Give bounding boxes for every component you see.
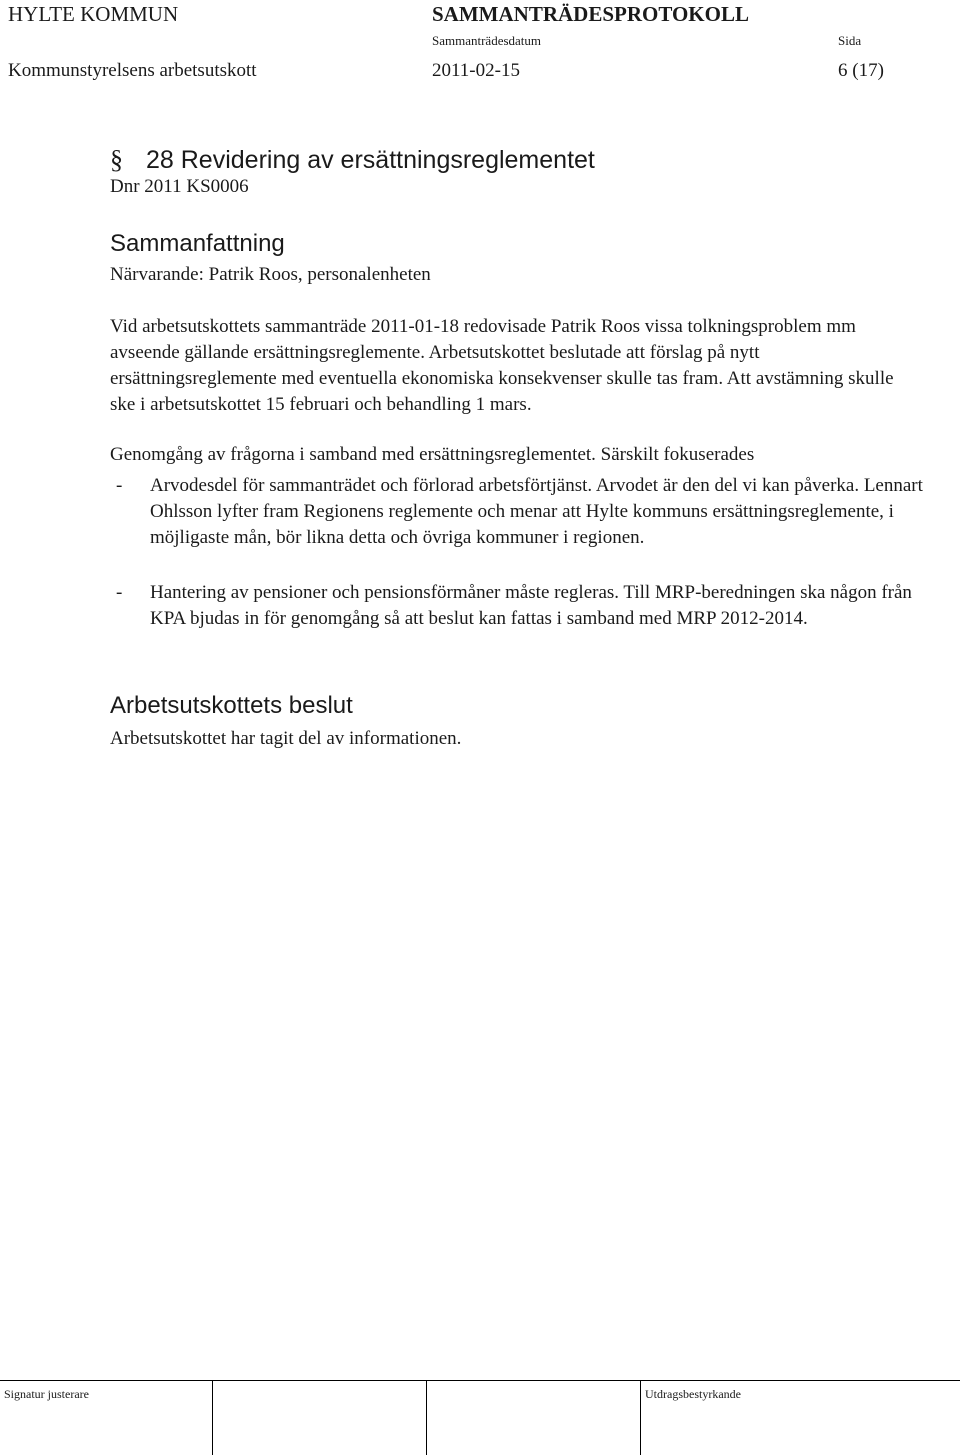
bullet-marker: - — [116, 475, 123, 496]
page-label: Sida — [838, 33, 862, 48]
signature-footer — [0, 1380, 960, 1455]
list-item-text: Arvodesdel för sammanträdet och förlorad arbetsförtjänst. Arvodet är den del vi kan påverka. Lennart Ohlsson lyfter fram Regionens reglemente och menar att Hylte kommuns ersättningsreglemente, i möjligaste mån, bör likna detta och övriga kommuner i regionen. — [150, 475, 923, 548]
page-number: 6 (17) — [838, 60, 884, 81]
section-title: 28 Revidering av ersättningsreglementet — [146, 146, 595, 174]
date-label: Sammanträdesdatum — [432, 33, 542, 48]
list-item — [110, 473, 930, 551]
meeting-date: 2011-02-15 — [432, 60, 520, 81]
list-item-text: Hantering av pensioner och pensionsförmåner måste regleras. Till MRP-beredningen ska någon från KPA bjudas in för genomgång så att beslut kan fattas i samband med MRP 2012-2014. — [150, 582, 912, 629]
footer-divider — [426, 1381, 427, 1455]
organization-name: HYLTE KOMMUN — [8, 2, 179, 26]
signature-label: Signatur justerare — [4, 1387, 89, 1401]
document-type: SAMMANTRÄDESPROTOKOLL — [432, 2, 749, 26]
summary-heading: Sammanfattning — [110, 230, 285, 257]
committee-name: Kommunstyrelsens arbetsutskott — [8, 60, 257, 81]
footer-divider — [212, 1381, 213, 1455]
extract-label: Utdragsbestyrkande — [645, 1387, 741, 1401]
decision-text: Arbetsutskottet har tagit del av informationen. — [110, 728, 462, 749]
bullet-marker: - — [116, 582, 123, 603]
footer-divider — [640, 1381, 641, 1455]
present-line: Närvarande: Patrik Roos, personalenheten — [110, 264, 431, 285]
section-symbol: § — [110, 145, 123, 174]
summary-paragraph: Vid arbetsutskottets sammanträde 2011-01-18 redovisade Patrik Roos vissa tolkningsproblem mm avseende gällande ersättningsreglemente. Arbetsutskottet beslutade att förslag på nytt ersättningsreglemente med eventuella ekonomiska konsekvenser skulle tas fram. Att avstämning skulle ske i arbetsutskottet 15 februari och behandling 1 mars. — [110, 316, 894, 415]
section-heading — [110, 145, 595, 175]
decision-heading: Arbetsutskottets beslut — [110, 692, 353, 719]
list-item — [110, 580, 930, 632]
dnr-number: Dnr 2011 KS0006 — [110, 176, 249, 197]
review-paragraph: Genomgång av frågorna i samband med ersättningsreglementet. Särskilt fokuserades — [110, 444, 755, 465]
